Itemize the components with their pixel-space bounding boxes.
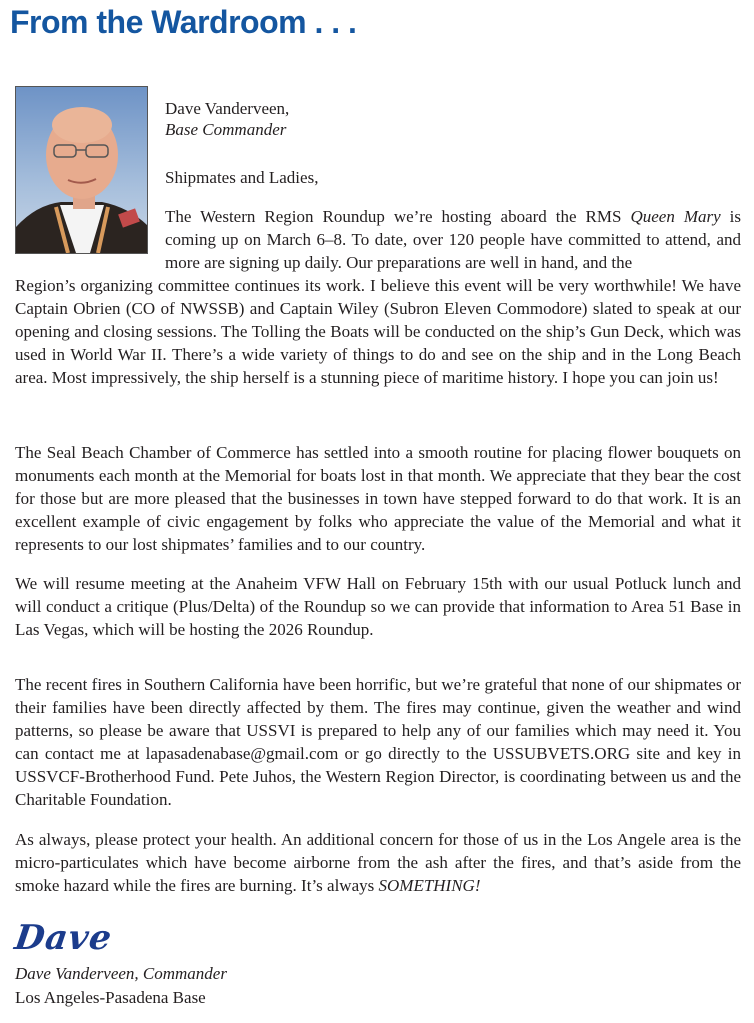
author-role: Base Commander <box>165 120 287 139</box>
text-run: or go directly to the <box>338 744 493 763</box>
text-run: The recent fires in Southern California have been horrific, but we’re grateful that none of our shipmates or their families have been directly affected by them. The fires may continue, given the weather and wind patterns, so please be aware that USSVI is prepared to help any of our families which may need it. You can contact me at <box>15 675 741 763</box>
signer-base: Los Angeles-Pasadena Base <box>15 988 206 1007</box>
paragraph-meeting: We will resume meeting at the Anaheim VFW Hall on February 15th with our usual Potluck lunch and will conduct a critique (Plus/Delta) of the Roundup so we can provide that information to Area 51 Base in Las Vegas, which will be hosting the 2026 Roundup. <box>15 574 741 639</box>
emphasis-text: SOMETHING! <box>378 876 481 895</box>
text-run: As always, please protect your health. An additional concern for those of us in the Los Angele area is the micro-particulates which have become airborne from the ash after the fires, and that’s aside from the smoke hazard while the fires are burning. It’s always <box>15 830 741 895</box>
email-link[interactable]: lapasadenabase@gmail.com <box>145 744 339 763</box>
text-run: is coming up on March 6–8. To date, over 120 people have committed to attend, and more are signing up daily. Our preparations are well in hand, and the <box>165 207 741 272</box>
salutation: Shipmates and Ladies, <box>165 168 319 187</box>
paragraph-roundup <box>15 205 741 389</box>
text-run: site and key in USSVCF-Brotherhood Fund. Pete Juhos, the Western Region Director, is coordinating between us and the Charitable Foundation. <box>15 744 742 809</box>
paragraph-health <box>15 828 741 897</box>
signer-name: Dave Vanderveen, Commander <box>15 964 227 983</box>
text-run: The Western Region Roundup we’re hosting aboard the RMS <box>165 207 631 226</box>
paragraph-roundup-indented <box>15 205 741 274</box>
website-link[interactable]: USSUBVETS.ORG <box>492 744 631 763</box>
paragraph-fires <box>15 673 741 811</box>
text-run: Region’s organizing committee continues its work. I believe this event will be very worthwhile! We have Captain Obrien (CO of NWSSB) and Captain Wiley (Subron Eleven Commodore) slated to speak at our opening and closing sessions. The Tolling the Boats will be conducted on the ship’s Gun Deck, which was used in World War II. There’s a wide variety of things to do and see on the ship and in the Long Beach area. Most impressively, the ship herself is a stunning piece of maritime history. I hope you can join us! <box>15 276 741 387</box>
paragraph-seal-beach: The Seal Beach Chamber of Commerce has settled into a smooth routine for placing flower bouquets on monuments each month at the Memorial for boats lost in that month. We appreciate that they bear the cost for those but are more pleased that the businesses in town have stepped forward to do that work. It is an excellent example of civic engagement by folks who appreciate the value of the Memorial and what it represents to our lost shipmates’ families and to our country. <box>15 443 741 554</box>
ship-name: Queen Mary <box>630 207 721 226</box>
signature: Dave <box>12 918 115 958</box>
author-byline <box>165 98 289 140</box>
page-title: From the Wardroom . . . <box>10 4 357 40</box>
author-name: Dave Vanderveen, <box>165 99 290 118</box>
